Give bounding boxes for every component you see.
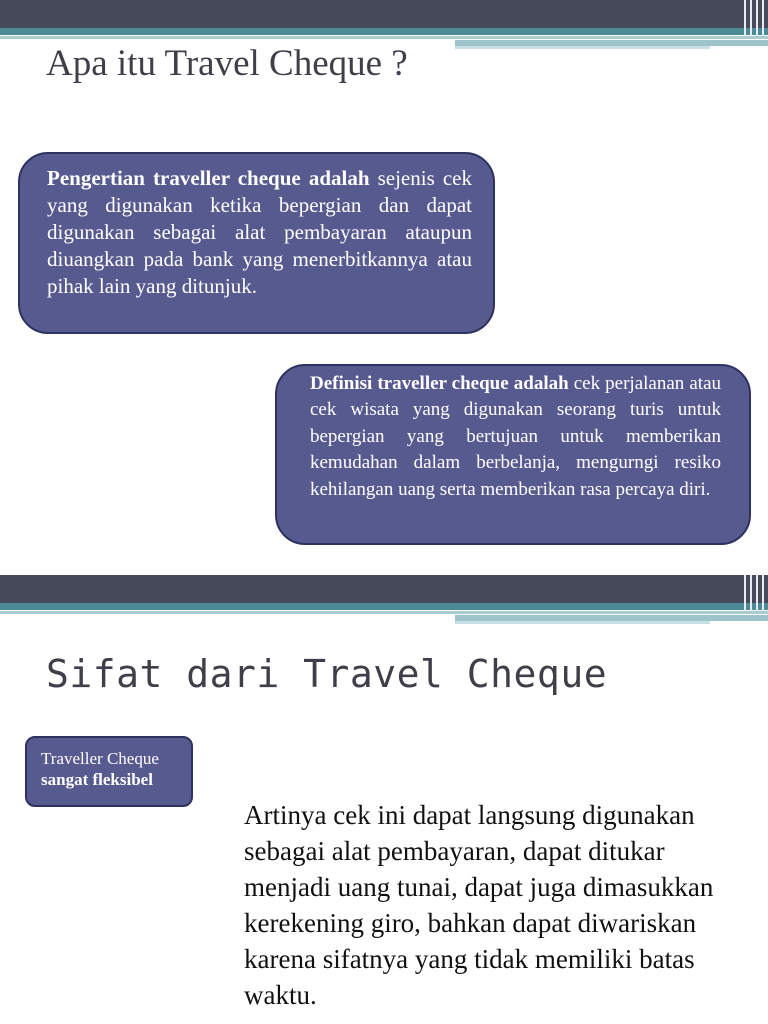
pengertian-callout: [18, 152, 495, 334]
header-vertical-bars: [742, 575, 768, 611]
fleksibel-callout: [25, 736, 193, 807]
slide-title: Apa itu Travel Cheque ?: [46, 43, 408, 84]
definisi-lead: Definisi traveller cheque adalah: [310, 373, 569, 394]
header-band: [0, 0, 768, 28]
header-accent-bar-thin: [455, 621, 710, 624]
header-accent-line: [0, 36, 768, 39]
slide-title: Sifat dari Travel Cheque: [46, 652, 608, 696]
pengertian-body: sejenis cek yang digunakan ketika bepergian dan dapat digunakan sebagai alat pembayaran ataupun diuangkan pada bank yang menerbitkannya atau pihak lain yang ditunjuk.: [47, 166, 472, 298]
fleksibel-line-2: sangat fleksibel: [41, 770, 153, 789]
fleksibel-line-1: Traveller Cheque: [41, 749, 159, 768]
header-vertical-bars: [742, 0, 768, 36]
pengertian-lead: Pengertian traveller cheque adalah: [47, 166, 370, 190]
header-stripe: [0, 28, 768, 35]
header-stripe: [0, 603, 768, 610]
header-accent-bar-thin: [455, 46, 710, 49]
slide-2: [0, 575, 768, 1024]
definisi-callout: [275, 364, 751, 545]
header-band: [0, 575, 768, 603]
definisi-body: cek perjalanan atau cek wisata yang digunakan seorang turis untuk bepergian yang bertujuan untuk memberikan kemudahan dalam berbelanja, mengurngi resiko kehilangan uang serta memberikan rasa percaya diri.: [310, 373, 721, 500]
header-accent-line: [0, 611, 768, 614]
explanation-paragraph: Artinya cek ini dapat langsung digunakan sebagai alat pembayaran, dapat ditukar menjadi uang tunai, dapat juga dimasukkan kerekening giro, bahkan dapat diwariskan karena sifatnya yang tidak memiliki batas waktu.: [244, 800, 714, 1010]
